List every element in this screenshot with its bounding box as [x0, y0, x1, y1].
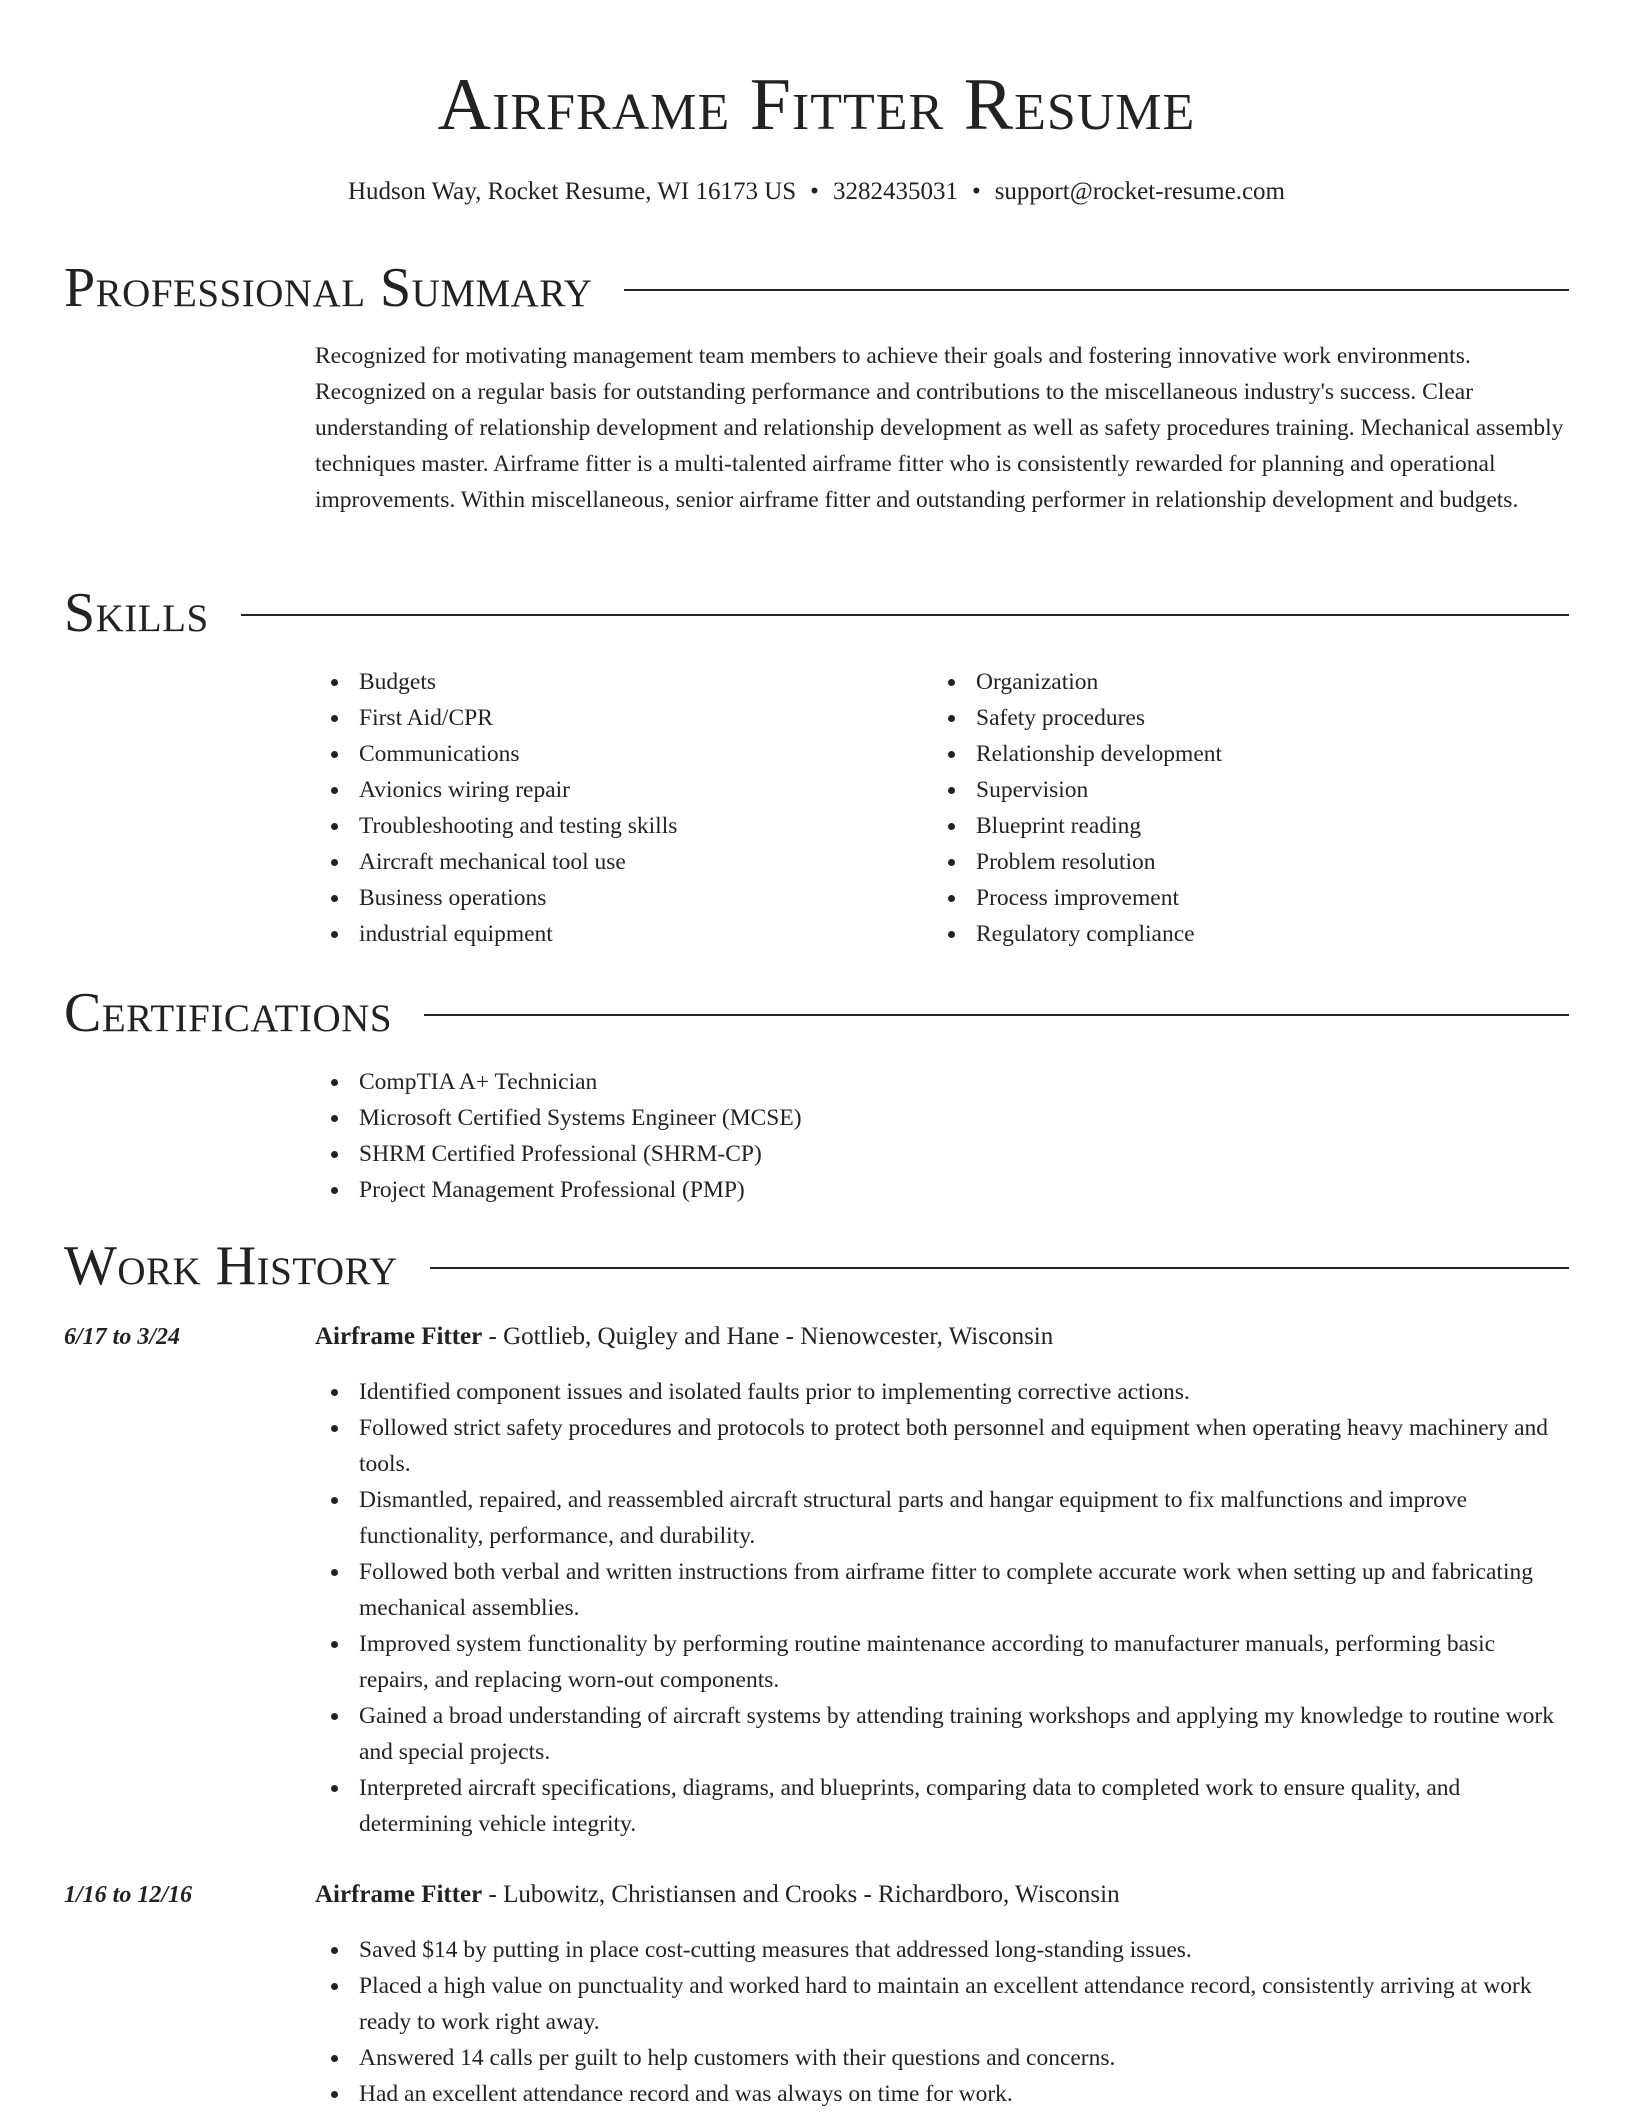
job-dates: 6/17 to 3/24 — [64, 1324, 181, 1350]
contact-phone: 3282435031 — [832, 178, 958, 205]
job-dates: 1/16 to 12/16 — [64, 1882, 193, 1908]
work-section-header — [64, 1233, 1569, 1299]
summary-heading: Professional Summary — [64, 257, 593, 319]
certifications-list — [315, 1064, 1315, 1208]
skill-item: Troubleshooting and testing skills — [315, 808, 915, 844]
section-divider — [241, 614, 1569, 616]
job-bullet: Gained a broad understanding of aircraft systems by attending training workshops and applying my knowledge to routine work and special projects. — [315, 1698, 1569, 1770]
job-bullets — [315, 1374, 1569, 1842]
job-bullet: Answered 14 calls per guilt to help customers with their questions and concerns. — [315, 2040, 1569, 2076]
job-bullet: Saved $14 by putting in place cost-cutting measures that addressed long-standing issues. — [315, 1932, 1569, 1968]
skill-item: Avionics wiring repair — [315, 772, 915, 808]
certifications-heading: Certifications — [64, 982, 393, 1044]
certifications-section-header — [64, 980, 1569, 1046]
job-employer: - Gottlieb, Quigley and Hane - Nienowcester, Wisconsin — [482, 1323, 1054, 1350]
job-bullet: Followed both verbal and written instructions from airframe fitter to complete accurate work when setting up and fabricating mechanical assemblies. — [315, 1554, 1569, 1626]
skill-item: Business operations — [315, 880, 915, 916]
job-employer: - Lubowitz, Christiansen and Crooks - Richardboro, Wisconsin — [482, 1881, 1120, 1908]
skill-item: Regulatory compliance — [932, 916, 1532, 952]
skill-item: Problem resolution — [932, 844, 1532, 880]
job-bullet: Placed a high value on punctuality and worked hard to maintain an excellent attendance record, consistently arriving at work ready to work right away. — [315, 1968, 1569, 2040]
skill-item: industrial equipment — [315, 916, 915, 952]
certification-item: SHRM Certified Professional (SHRM-CP) — [315, 1136, 1315, 1172]
job-title: Airframe Fitter — [315, 1881, 483, 1908]
contact-address: Hudson Way, Rocket Resume, WI 16173 US — [347, 178, 797, 205]
skills-heading: Skills — [64, 582, 209, 644]
skills-section-header — [64, 580, 1569, 646]
skill-item: Safety procedures — [932, 700, 1532, 736]
job-bullet: Improved system functionality by performing routine maintenance according to manufacturer manuals, performing basic repairs, and replacing worn-out components. — [315, 1626, 1569, 1698]
resume-title: Airframe Fitter Resume — [437, 64, 1196, 146]
job-bullet: Identified component issues and isolated faults prior to implementing corrective actions. — [315, 1374, 1569, 1410]
job-title: Airframe Fitter — [315, 1323, 483, 1350]
certification-item: Project Management Professional (PMP) — [315, 1172, 1315, 1208]
summary-text: Recognized for motivating management team members to achieve their goals and fostering innovative work environments. Recognized on a regular basis for outstanding performance and contributions to the miscellaneous industry's success. Clear understanding of relationship development and relationship development as well as safety procedures training. Mechanical assembly techniques master. Airframe fitter is a multi-talented airframe fitter who is consistently rewarded for planning and operational improvements. Within miscellaneous, senior airframe fitter and outstanding performer in relationship development and budgets. — [315, 343, 1564, 513]
skill-item: Aircraft mechanical tool use — [315, 844, 915, 880]
contact-separator: • — [971, 178, 981, 205]
job-title-line — [315, 1877, 1569, 1913]
certification-item: Microsoft Certified Systems Engineer (MCSE) — [315, 1100, 1315, 1136]
skill-item: Organization — [932, 664, 1532, 700]
job-title-line — [315, 1319, 1569, 1355]
section-divider — [424, 1014, 1569, 1016]
job-bullet: Followed strict safety procedures and protocols to protect both personnel and equipment when operating heavy machinery and tools. — [315, 1410, 1569, 1482]
skill-item: Process improvement — [932, 880, 1532, 916]
contact-email: support@rocket-resume.com — [994, 178, 1285, 205]
job-bullets — [315, 1932, 1569, 2112]
contact-line — [64, 172, 1569, 212]
skill-item: Supervision — [932, 772, 1532, 808]
skill-item: Budgets — [315, 664, 915, 700]
section-divider — [430, 1267, 1569, 1269]
skills-list-left — [315, 664, 915, 952]
skill-item: Relationship development — [932, 736, 1532, 772]
job-bullet: Dismantled, repaired, and reassembled aircraft structural parts and hangar equipment to fix malfunctions and improve functionality, performance, and durability. — [315, 1482, 1569, 1554]
job-bullet: Had an excellent attendance record and was always on time for work. — [315, 2076, 1569, 2112]
certification-item: CompTIA A+ Technician — [315, 1064, 1315, 1100]
skill-item: First Aid/CPR — [315, 700, 915, 736]
skills-list-right — [932, 664, 1532, 952]
job-bullet: Interpreted aircraft specifications, diagrams, and blueprints, comparing data to completed work to ensure quality, and determining vehicle integrity. — [315, 1770, 1569, 1842]
skill-item: Blueprint reading — [932, 808, 1532, 844]
summary-section-header — [64, 255, 1569, 321]
contact-separator: • — [810, 178, 819, 205]
skill-item: Communications — [315, 736, 915, 772]
work-heading: Work History — [64, 1235, 398, 1297]
section-divider — [624, 289, 1569, 291]
